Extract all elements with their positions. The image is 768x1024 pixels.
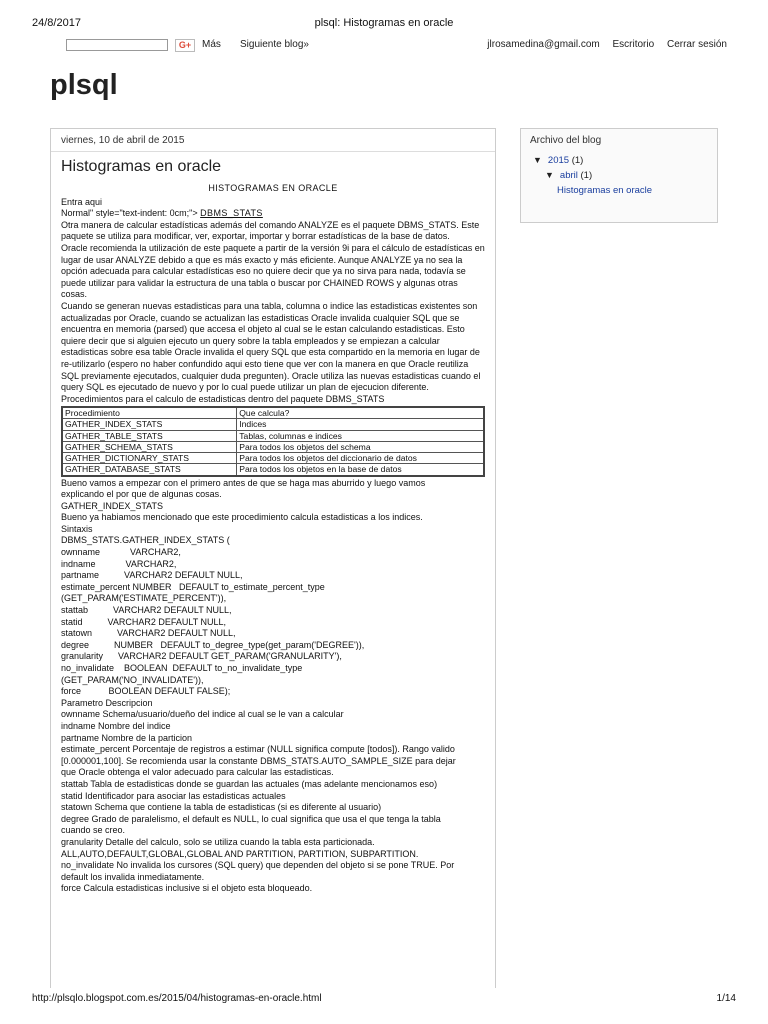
archive-month-row[interactable]	[521, 168, 717, 183]
post-line: degree Grado de paralelismo, el default es NULL, lo cual significa que usa el que tenga la tabla	[61, 813, 441, 824]
post-date: viernes, 10 de abril de 2015	[51, 129, 495, 152]
table-cell: GATHER_DICTIONARY_STATS	[62, 453, 237, 464]
table-cell: Para todos los objetos en la base de datos	[237, 464, 484, 476]
post-line: que Oracle obtenga el valor adecuado para calcular las estadisticas.	[61, 767, 334, 778]
post-line: explicando el por que de algunas cosas.	[61, 489, 222, 500]
paragraph: Cuando se generan nuevas estadisticas para una tabla, columna o indice las estadisticas existentes son actualizadas por Oracle, cuando se actualizan las estadisticas Oracle invalida cualquier SQL que se encuentra en memoria (parsed) que accesa el objeto al cual se le estan calculando estadisticas. Esto quiere decir que si alguien ejecuto un query sobre la tabla empleados y se empiezan a calcular estadisticas sobre esa table Oracle invalida el query SQL que esta compartido en la memoria en lugar de re-utilizarlo (espero no haber confundido aqui esto tiene que ver con la manera en que Oracle reutiliza SQL previamente ejecutados, cualquier duda pregunten). Oracle utiliza las nuevas estadisticas cuando el query SQL es ejecutado de nuevo y por lo cual puede utilizar un plan de ejecucion diferente.	[61, 300, 481, 393]
paragraph: Oracle recomienda la utilización de este paquete a partir de la versión 9i para el cálculo de estadísticas en lugar de usar ANALYZE debido a que es más exacto y más eficiente. Aunque ANALYZE ya no sea la opción adecuada para calcular estadísticas eso no quiere decir que ya no sirva para nada, todavía se puede utilizar para validar la estructura de una tabla o buscar por CHAINED ROWS y algunas otras cosas.	[61, 242, 485, 300]
post-line: partname VARCHAR2 DEFAULT NULL,	[61, 570, 243, 581]
post-line: no_invalidate BOOLEAN DEFAULT to_no_invalidate_type	[61, 663, 303, 673]
next-blog-link[interactable]: Siguiente blog»	[240, 39, 309, 50]
archive-post-row	[521, 183, 717, 198]
post-line: (GET_PARAM('ESTIMATE_PERCENT')),	[61, 593, 227, 604]
post-line: granularity VARCHAR2 DEFAULT GET_PARAM('GRANULARITY'),	[61, 651, 342, 662]
post-line: statid Identificador para asociar las estadisticas actuales	[61, 790, 286, 801]
post-line: estimate_percent NUMBER DEFAULT to_estimate_percent_type	[61, 581, 325, 592]
post-line: force Calcula estadisticas inclusive si el objeto esta bloqueado.	[61, 883, 313, 894]
post-line: estimate_percent Porcentaje de registros a estimar (NULL significa compute [todos]). Rango valido	[61, 744, 455, 755]
post-line: granularity Detalle del calculo, solo se utiliza cuando la tabla esta particionada.	[61, 836, 375, 847]
code-fragment: Normal" style="text-indent: 0cm;">	[61, 208, 198, 219]
post-title[interactable]: Histogramas en oracle	[61, 158, 222, 175]
more-link[interactable]: Más	[202, 39, 221, 50]
sign-out-link[interactable]: Cerrar sesión	[666, 39, 727, 50]
post-text-after-table	[61, 478, 485, 895]
paragraph: Otra manera de calcular estadísticas además del comando ANALYZE es el paquete DBMS_STATS. Este paquete se utiliza para modificar, ver, exportar, importar y borrar estadísticas de la base de datos.	[61, 219, 480, 242]
search-input[interactable]	[66, 39, 168, 51]
procedures-table	[61, 406, 485, 476]
archive-post-link[interactable]: Histogramas en oracle	[557, 185, 653, 196]
table-cell: GATHER_INDEX_STATS	[62, 419, 237, 430]
post-line: statown VARCHAR2 DEFAULT NULL,	[61, 628, 236, 639]
blog-archive-widget	[520, 128, 718, 223]
post-line: (GET_PARAM('NO_INVALIDATE')),	[61, 674, 204, 685]
table-cell: Tablas, columnas e indices	[237, 430, 484, 441]
triangle-down-icon[interactable]: ▼	[545, 170, 554, 180]
post-line: statown Schema que contiene la tabla de estadisticas (si es diferente al usuario)	[61, 802, 382, 813]
table-cell: Para todos los objetos del diccionario de datos	[237, 453, 484, 464]
post-line: Sintaxis	[61, 523, 93, 534]
post-line: indname Nombre del indice	[61, 720, 171, 731]
post-heading: HISTOGRAMAS EN ORACLE	[208, 183, 338, 193]
table-row	[62, 464, 484, 476]
table-row	[62, 453, 484, 464]
print-title: plsql: Histogramas en oracle	[314, 17, 454, 29]
post-container	[50, 128, 496, 988]
post-line: statid VARCHAR2 DEFAULT NULL,	[61, 616, 227, 627]
dashboard-link[interactable]: Escritorio	[612, 39, 655, 50]
user-email: jlrosamedina@gmail.com	[487, 39, 600, 50]
post-line: stattab VARCHAR2 DEFAULT NULL,	[61, 605, 232, 616]
post-line: Entra aqui	[61, 196, 103, 207]
table-header-row	[62, 407, 484, 419]
post-line: DBMS_STATS.GATHER_INDEX_STATS (	[61, 535, 230, 546]
post-line: indname VARCHAR2,	[61, 558, 177, 569]
table-cell: Para todos los objetos del schema	[237, 441, 484, 452]
archive-year-count: (1)	[571, 155, 584, 166]
post-body	[51, 183, 495, 895]
archive-title: Archivo del blog	[530, 135, 602, 146]
table-header: Procedimiento	[62, 407, 237, 419]
table-row	[62, 441, 484, 452]
table-cell: GATHER_TABLE_STATS	[62, 430, 237, 441]
post-line: Bueno vamos a empezar con el primero antes de que se haga mas aburrido y luego vamos	[61, 477, 426, 488]
print-date: 24/8/2017	[32, 17, 81, 29]
print-page: 1/14	[716, 993, 736, 1004]
post-line: default los invalida inmediatamente.	[61, 871, 205, 882]
post-line	[61, 208, 485, 220]
post-line: ownname Schema/usuario/dueño del indice al cual se le van a calcular	[61, 709, 344, 720]
table-row	[62, 419, 484, 430]
print-footer	[32, 993, 736, 1004]
print-url: http://plsqlo.blogspot.com.es/2015/04/histogramas-en-oracle.html	[32, 993, 322, 1004]
post-line: partname Nombre de la particion	[61, 732, 193, 743]
google-plus-icon[interactable]: G+	[175, 39, 195, 52]
table-cell: GATHER_DATABASE_STATS	[62, 464, 237, 476]
post-line: no_invalidate No invalida los cursores (SQL query) que dependen del objeto si se pone TRUE. Por	[61, 860, 455, 871]
blogger-navbar	[0, 36, 768, 56]
archive-year-link[interactable]: 2015	[547, 155, 570, 166]
table-cell: Indices	[237, 419, 484, 430]
post-line: force BOOLEAN DEFAULT FALSE);	[61, 686, 231, 697]
archive-year-row[interactable]	[521, 153, 717, 168]
navbar-user	[477, 39, 727, 50]
table-cell: GATHER_SCHEMA_STATS	[62, 441, 237, 452]
post-line: degree NUMBER DEFAULT to_degree_type(get_param('DEGREE')),	[61, 639, 365, 650]
archive-month-count: (1)	[580, 170, 593, 181]
archive-month-link[interactable]: abril	[559, 170, 578, 181]
post-line: ALL,AUTO,DEFAULT,GLOBAL,GLOBAL AND PARTITION, PARTITION, SUBPARTITION.	[61, 848, 419, 859]
post-line: [0.000001,100]. Se recomienda usar la constante DBMS_STATS.AUTO_SAMPLE_SIZE para dejar	[61, 755, 456, 766]
post-line: Bueno ya habiamos mencionado que este procedimiento calcula estadisticas a los indices.	[61, 512, 423, 523]
dbms-stats-link[interactable]: DBMS_STATS	[200, 208, 263, 219]
table-row	[62, 430, 484, 441]
print-header	[32, 17, 736, 31]
post-line: Parametro Descripcion	[61, 697, 153, 708]
post-line: stattab Tabla de estadisticas donde se guardan las actuales (mas adelante mencionamos eso)	[61, 778, 438, 789]
blog-title[interactable]: plsql	[50, 69, 118, 101]
post-line: cuando se creo.	[61, 825, 126, 836]
post-line: GATHER_INDEX_STATS	[61, 500, 164, 511]
paragraph: Procedimientos para el calculo de estadisticas dentro del paquete DBMS_STATS	[61, 393, 385, 404]
table-header: Que calcula?	[237, 407, 484, 419]
triangle-down-icon[interactable]: ▼	[533, 155, 542, 165]
post-line: ownname VARCHAR2,	[61, 547, 181, 558]
